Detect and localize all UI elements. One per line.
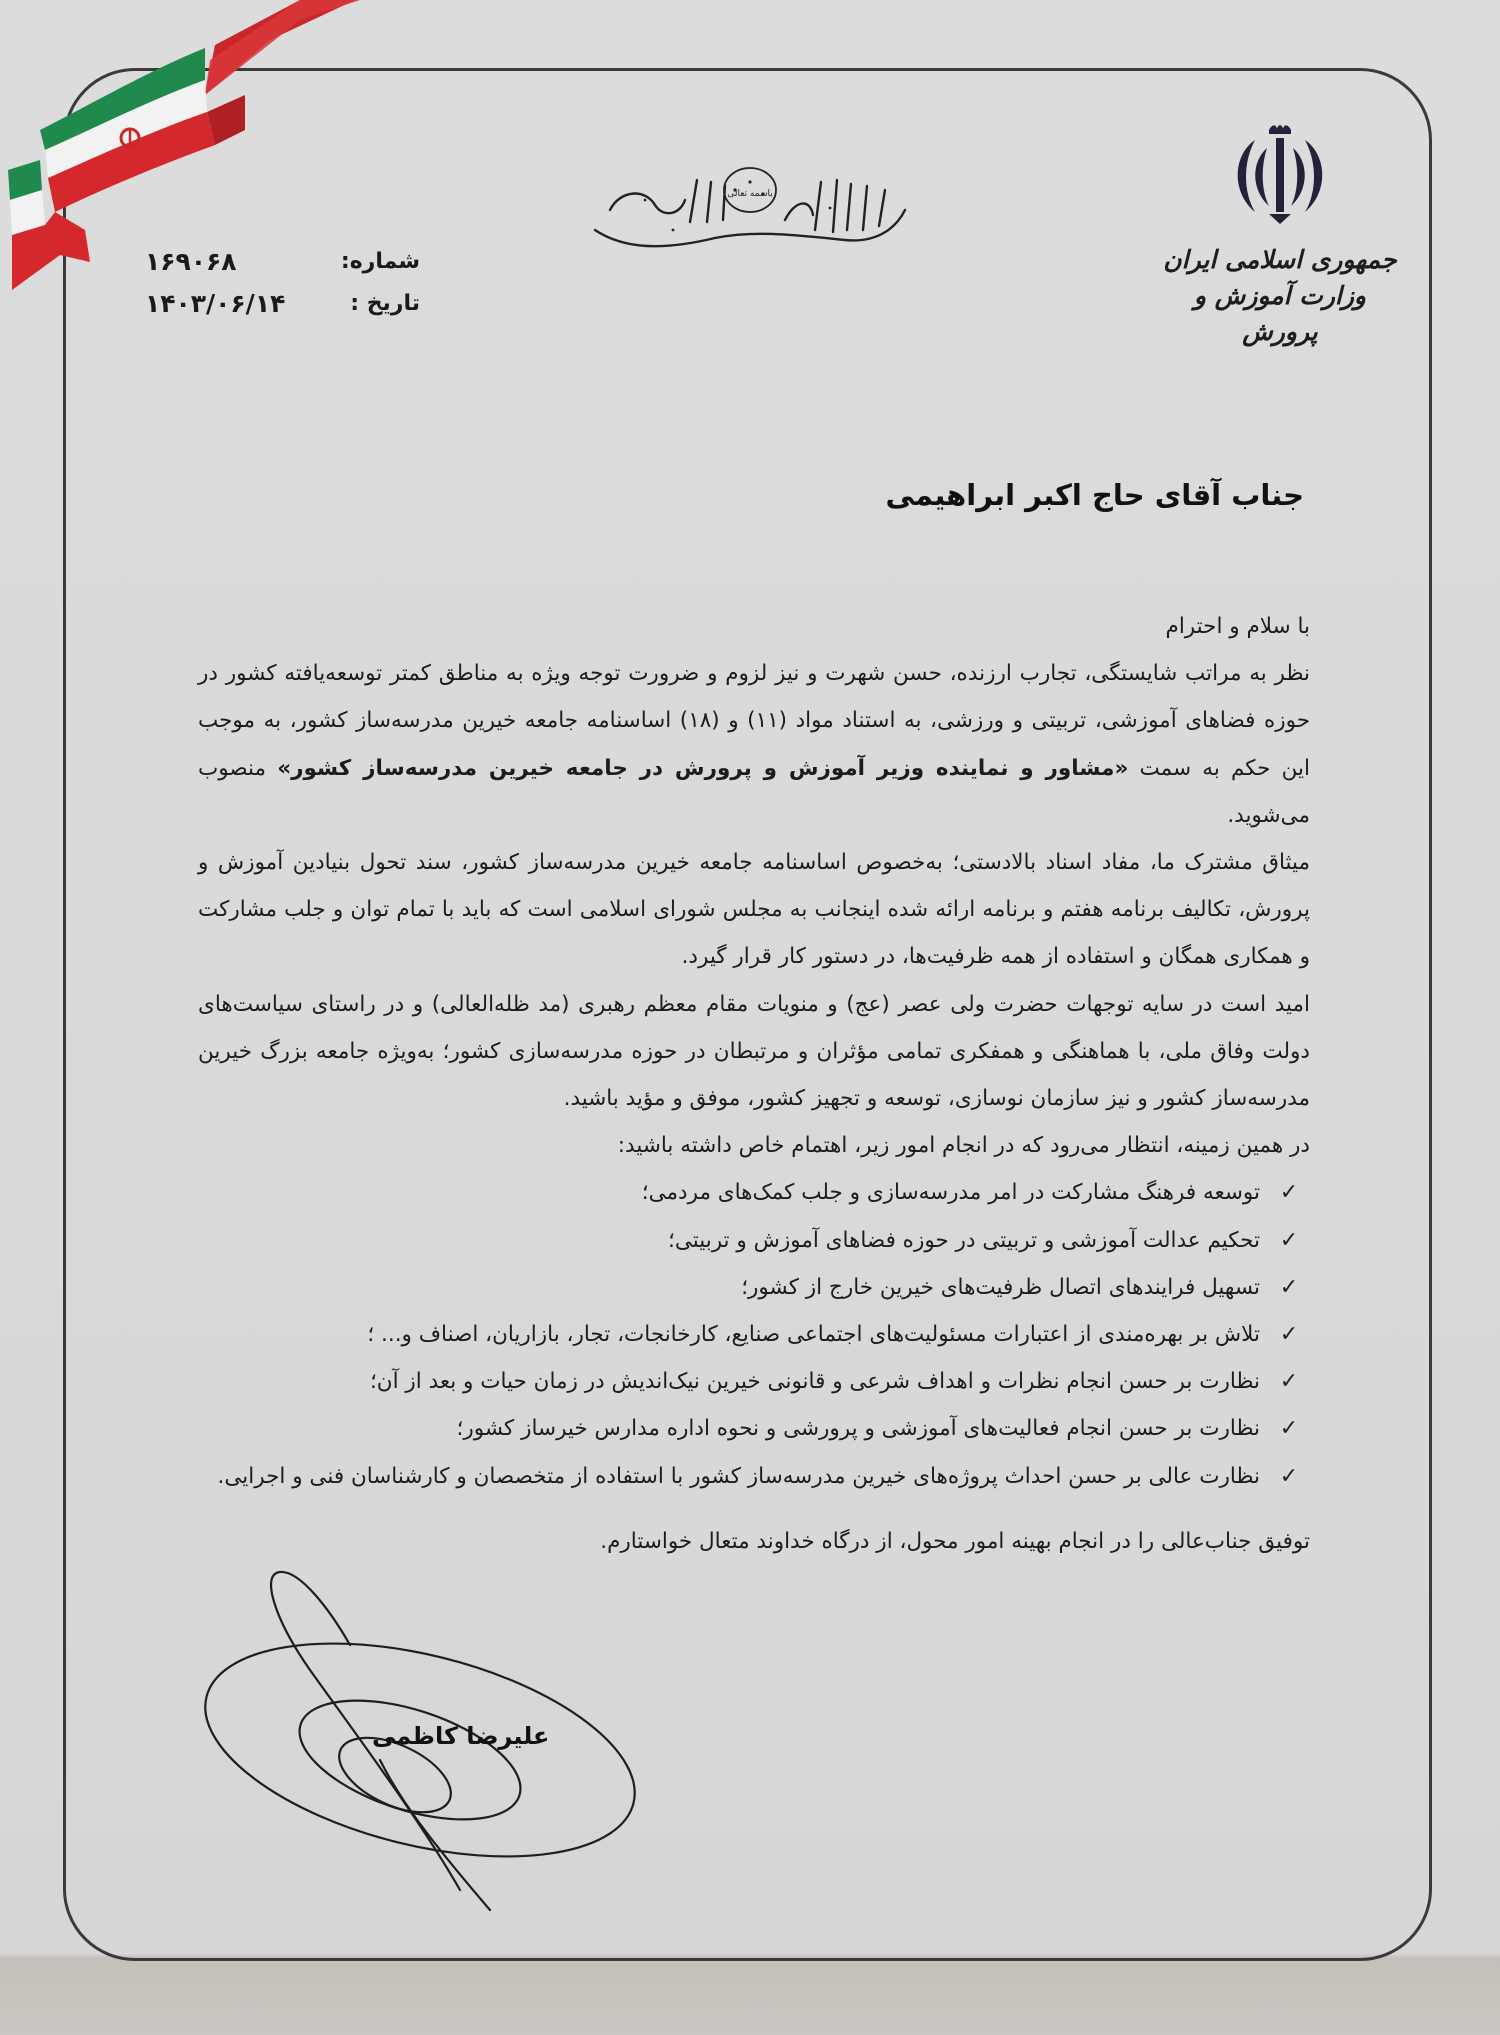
- appointment-title: «مشاور و نماینده وزیر آموزش و پرورش در جامعه خیرین مدرسه‌ساز کشور»: [277, 755, 1129, 781]
- letter-body: [198, 603, 1310, 1565]
- checklist-text: توسعه فرهنگ مشارکت در امر مدرسه‌سازی و جلب کمک‌های مردمی؛: [641, 1180, 1260, 1206]
- checklist-text: تلاش بر بهره‌مندی از اعتبارات مسئولیت‌های اجتماعی صنایع، کارخانجات، تجار، بازاریان، اصناف و... ؛: [367, 1322, 1260, 1347]
- reference-block: [145, 240, 420, 324]
- ministry-header: [1160, 120, 1400, 350]
- checkmark-icon: ✓: [1279, 1322, 1299, 1347]
- paragraph-expectations: در همین زمینه، انتظار می‌رود که در انجام امور زیر، اهتمام خاص داشته باشید:: [617, 1133, 1310, 1159]
- checklist-item: [198, 1264, 1310, 1311]
- letter-number: ۱۶۹۰۶۸: [145, 246, 237, 276]
- checklist-item: [198, 1405, 1310, 1452]
- checkmark-icon: ✓: [1279, 1180, 1299, 1206]
- checklist-text: تحکیم عدالت آموزشی و تربیتی در حوزه فضاهای آموزش و تربیتی؛: [667, 1227, 1260, 1253]
- checklist-text: نظارت عالی بر حسن احداث پروژه‌های خیرین مدرسه‌ساز کشور با استفاده از متخصصان و کارشناسان فنی و اجرایی.: [217, 1463, 1260, 1489]
- checklist-text: نظارت بر حسن انجام فعالیت‌های آموزشی و پرورشی و نحوه اداره مدارس خیرساز کشور؛: [456, 1416, 1260, 1442]
- checkmark-icon: ✓: [1279, 1274, 1299, 1300]
- paragraph-appointment: [198, 650, 1310, 839]
- checklist-item: [198, 1217, 1310, 1264]
- duties-checklist: [198, 1169, 1310, 1499]
- checklist-item: [198, 1358, 1310, 1405]
- checkmark-icon: ✓: [1279, 1369, 1299, 1395]
- appointment-end: منصوب می‌شوید.: [198, 755, 1310, 828]
- checklist-text: نظارت بر حسن انجام نظرات و اهداف شرعی و قانونی خیرین نیک‌اندیش در زمان حیات و بعد از آن؛: [369, 1369, 1260, 1395]
- paragraph-charter: میثاق مشترک ما، مفاد اسناد بالادستی؛ به‌خصوص اساسنامه جامعه خیرین مدرسه‌ساز کشور، سند تحول بنیادین آموزش و پرورش، تکالیف برنامه هفتم و برنامه ارائه شده اینجانب به مجلس شورای اسلامی است که باید با تمام توان و جلب مشارکت و همکاری همگان و استفاده از همه ظرفیت‌ها، در دستور کار قرار گیرد.: [198, 850, 1310, 970]
- signer-name: علیرضا کاظمی: [372, 1722, 550, 1750]
- svg-text:باسمه تعالی: باسمه تعالی: [727, 189, 773, 199]
- number-label: شماره:: [340, 248, 420, 274]
- letter-date: ۱۴۰۳/۰۶/۱۴: [145, 288, 286, 318]
- greeting: با سلام و احترام: [1165, 614, 1310, 639]
- country-name: جمهوری اسلامی ایران: [1163, 245, 1397, 274]
- appointment-text: نظر به مراتب شایستگی، تجارب ارزنده، حسن شهرت و نیز لزوم و ضرورت توجه ویژه به مناطق کمتر توسعه‌یافته کشور در حوزه فضاهای آموزشی، تربیتی و ورزشی، به استناد مواد (۱۱) و (۱۸) اساسنامه جامعه خیرین مدرسه‌ساز کشور، به موجب این حکم به سمت: [198, 661, 1311, 781]
- date-label: تاریخ :: [350, 290, 420, 316]
- paragraph-hope: امید است در سایه توجهات حضرت ولی عصر (عج) و منویات مقام معظم رهبری (مد ظله‌العالی) و در راستای سیاست‌های دولت وفاق ملی، با هماهنگی و همفکری تمامی مؤثران و مرتبطان در حوزه مدرسه‌سازی کشور؛ به‌ویژه جامعه بزرگ خیرین مدرسه‌ساز کشور و نیز سازمان نوسازی، توسعه و تجهیز کشور، موفق و مؤید باشید.: [198, 991, 1310, 1112]
- checkmark-icon: ✓: [1279, 1227, 1299, 1253]
- checklist-text: تسهیل فرایندهای اتصال ظرفیت‌های خیرین خارج از کشور؛: [741, 1274, 1260, 1300]
- closing-line: توفیق جناب‌عالی را در انجام بهینه امور محول، از درگاه خداوند متعال خواستارم.: [600, 1528, 1310, 1554]
- checkmark-icon: ✓: [1279, 1463, 1299, 1489]
- basmala-calligraphy-icon: [585, 160, 915, 260]
- date-row: [145, 282, 420, 324]
- checkmark-icon: ✓: [1279, 1416, 1299, 1442]
- number-row: [145, 240, 420, 282]
- checklist-item: [198, 1453, 1310, 1500]
- ministry-name: وزارت آموزش و پرورش: [1193, 281, 1367, 346]
- iran-emblem-icon: [1225, 120, 1335, 230]
- addressee: جناب آقای حاج اکبر ابراهیمی: [885, 478, 1304, 512]
- checklist-item: [198, 1169, 1310, 1216]
- checklist-item: [198, 1311, 1310, 1358]
